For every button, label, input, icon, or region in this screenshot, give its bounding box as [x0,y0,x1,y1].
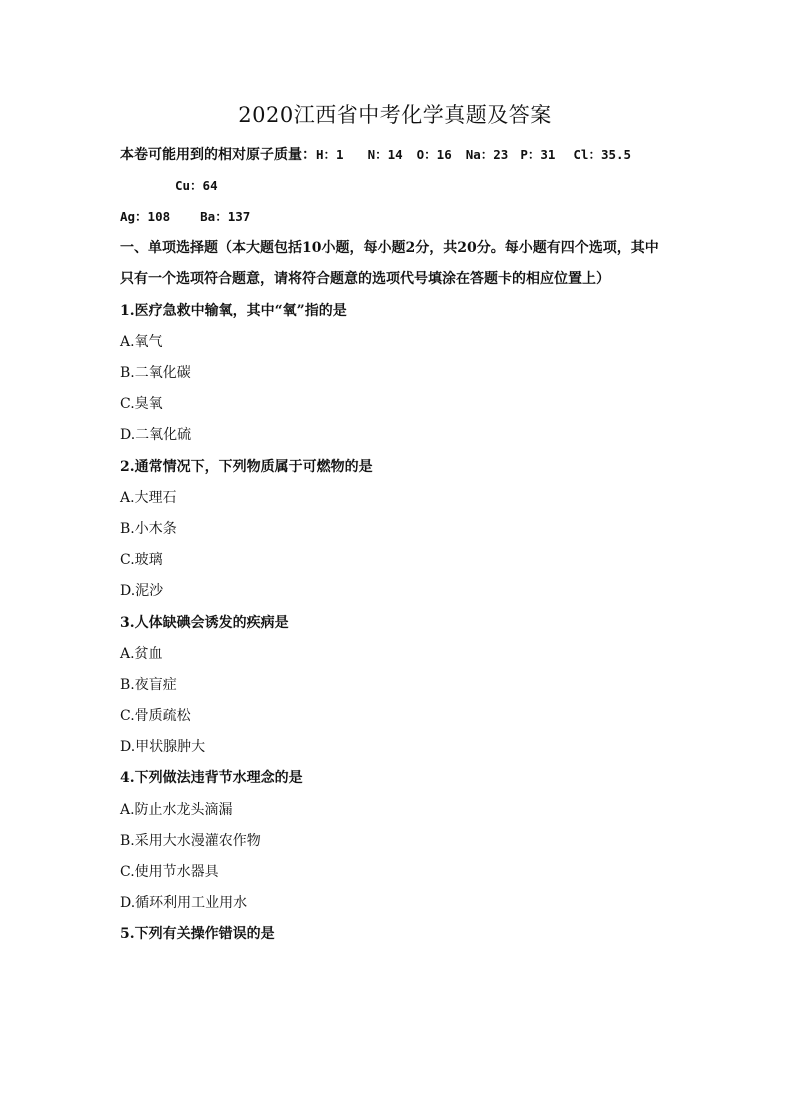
question-4-option-a: A.防止水龙头滴漏 [120,802,233,818]
question-3-stem: 3.人体缺碘会诱发的疾病是 [120,615,289,631]
question-2-option-b: B.小木条 [120,521,177,537]
atomic-mass-ag: Ag：108 [120,209,171,224]
question-1-option-b: B.二氧化碳 [120,365,191,381]
atomic-mass-row-3 [120,207,250,227]
atomic-mass-o: O：16 [416,147,452,162]
question-3-option-c: C.骨质疏松 [120,708,191,724]
question-4-option-b: B.采用大水漫灌农作物 [120,833,261,849]
question-5-stem: 5.下列有关操作错误的是 [120,926,275,942]
section-heading-line-2: 只有一个选项符合题意，请将符合题意的选项代号填涂在答题卡的相应位置上） [120,271,610,287]
atomic-mass-cu: Cu：64 [175,178,218,193]
atomic-mass-ba: Ba：137 [200,209,251,224]
question-2-option-c: C.玻璃 [120,552,163,568]
question-3-option-d: D.甲状腺肿大 [120,739,206,755]
atomic-mass-row-1 [120,145,631,165]
section-heading-line-1: 一、单项选择题（本大题包括10小题，每小题2分，共20分。每小题有四个选项，其中 [120,240,659,256]
question-1-option-c: C.臭氧 [120,396,163,412]
atomic-mass-h: H：1 [316,147,344,162]
question-4-option-d: D.循环利用工业用水 [120,895,248,911]
atomic-mass-na: Na：23 [465,147,509,162]
question-3-option-a: A.贫血 [120,646,163,662]
question-1-stem: 1.医疗急救中输氧，其中“氧”指的是 [120,303,347,319]
atomic-mass-cl: Cl：35.5 [573,147,632,162]
atomic-mass-n: N：14 [367,147,403,162]
atomic-mass-intro: 本卷可能用到的相对原子质量： [120,147,316,163]
atomic-mass-row-2 [175,176,218,196]
question-2-option-a: A.大理石 [120,490,177,506]
atomic-mass-p: P：31 [520,147,556,162]
question-1-option-d: D.二氧化硫 [120,427,192,443]
question-2-option-d: D.泥沙 [120,583,164,599]
question-4-stem: 4.下列做法违背节水理念的是 [120,770,303,786]
question-3-option-b: B.夜盲症 [120,677,177,693]
question-1-option-a: A.氧气 [120,334,163,350]
question-2-stem: 2.通常情况下，下列物质属于可燃物的是 [120,459,373,475]
question-4-option-c: C.使用节水器具 [120,864,219,880]
page-title: 2020江西省中考化学真题及答案 [238,103,552,127]
